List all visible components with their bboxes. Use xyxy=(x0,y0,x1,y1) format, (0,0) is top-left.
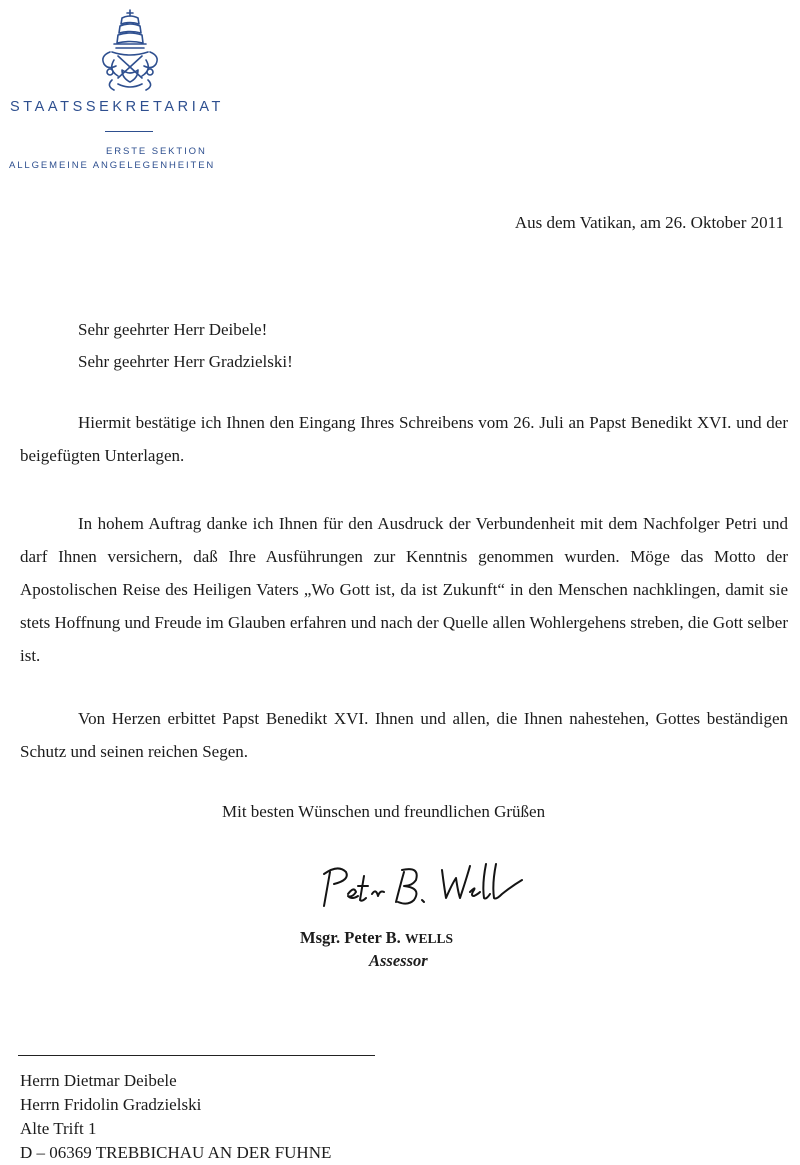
body-paragraph: Hiermit bestätige ich Ihnen den Eingang Ihres Schreibens vom 26. Juli an Papst Benedikt XVI. und der beigefügten Unterlagen. xyxy=(20,413,788,465)
salutation-line: Sehr geehrter Herr Deibele! xyxy=(78,320,268,339)
signatory-name-prefix: Msgr. Peter B. xyxy=(300,928,405,947)
address-line: Herrn Fridolin Gradzielski xyxy=(20,1095,202,1114)
date-line: Aus dem Vatikan, am 26. Oktober 2011 xyxy=(514,213,784,232)
salutation-line: Sehr geehrter Herr Gradzielski! xyxy=(78,352,293,371)
letterhead-divider xyxy=(105,131,153,132)
department-name: STAATSSEKRETARIAT xyxy=(10,99,225,115)
closing-line: Mit besten Wünschen und freundlichen Grüßen xyxy=(222,802,546,821)
address-line: Herrn Dietmar Deibele xyxy=(20,1071,177,1090)
handwritten-signature xyxy=(318,856,523,918)
subsection-name: ALLGEMEINE ANGELEGENHEITEN xyxy=(9,160,216,171)
signatory-name xyxy=(300,928,453,948)
body-paragraph: Von Herzen erbittet Papst Benedikt XVI. Ihnen und allen, die Ihnen nahestehen, Gottes beständigen Schutz und seinen reichen Segen. xyxy=(20,709,788,761)
body-paragraph: In hohem Auftrag danke ich Ihnen für den Ausdruck der Verbundenheit mit dem Nachfolger Petri und darf Ihnen versichern, daß Ihre Ausführungen zur Kenntnis genommen wurden. Möge das Motto der Apostolischen Reise des Heiligen Vaters „Wo Gott ist, da ist Zukunft“ in den Menschen nachklingen, damit sie stets Hoffnung und Freude im Glauben erfahren und nach der Quelle allen Wohlergehens streben, die Gott selber ist. xyxy=(20,514,788,665)
address-line: Alte Trift 1 xyxy=(20,1119,97,1138)
recipient-address xyxy=(20,1069,331,1165)
salutation xyxy=(78,314,788,378)
address-line: D – 06369 TREBBICHAU AN DER FUHNE xyxy=(20,1143,332,1162)
section-name: ERSTE SEKTION xyxy=(106,146,207,157)
address-divider xyxy=(18,1055,375,1056)
signatory-title: Assessor xyxy=(369,951,428,970)
signatory-surname: WELLS xyxy=(404,931,453,946)
coat-of-arms-icon xyxy=(92,8,168,94)
